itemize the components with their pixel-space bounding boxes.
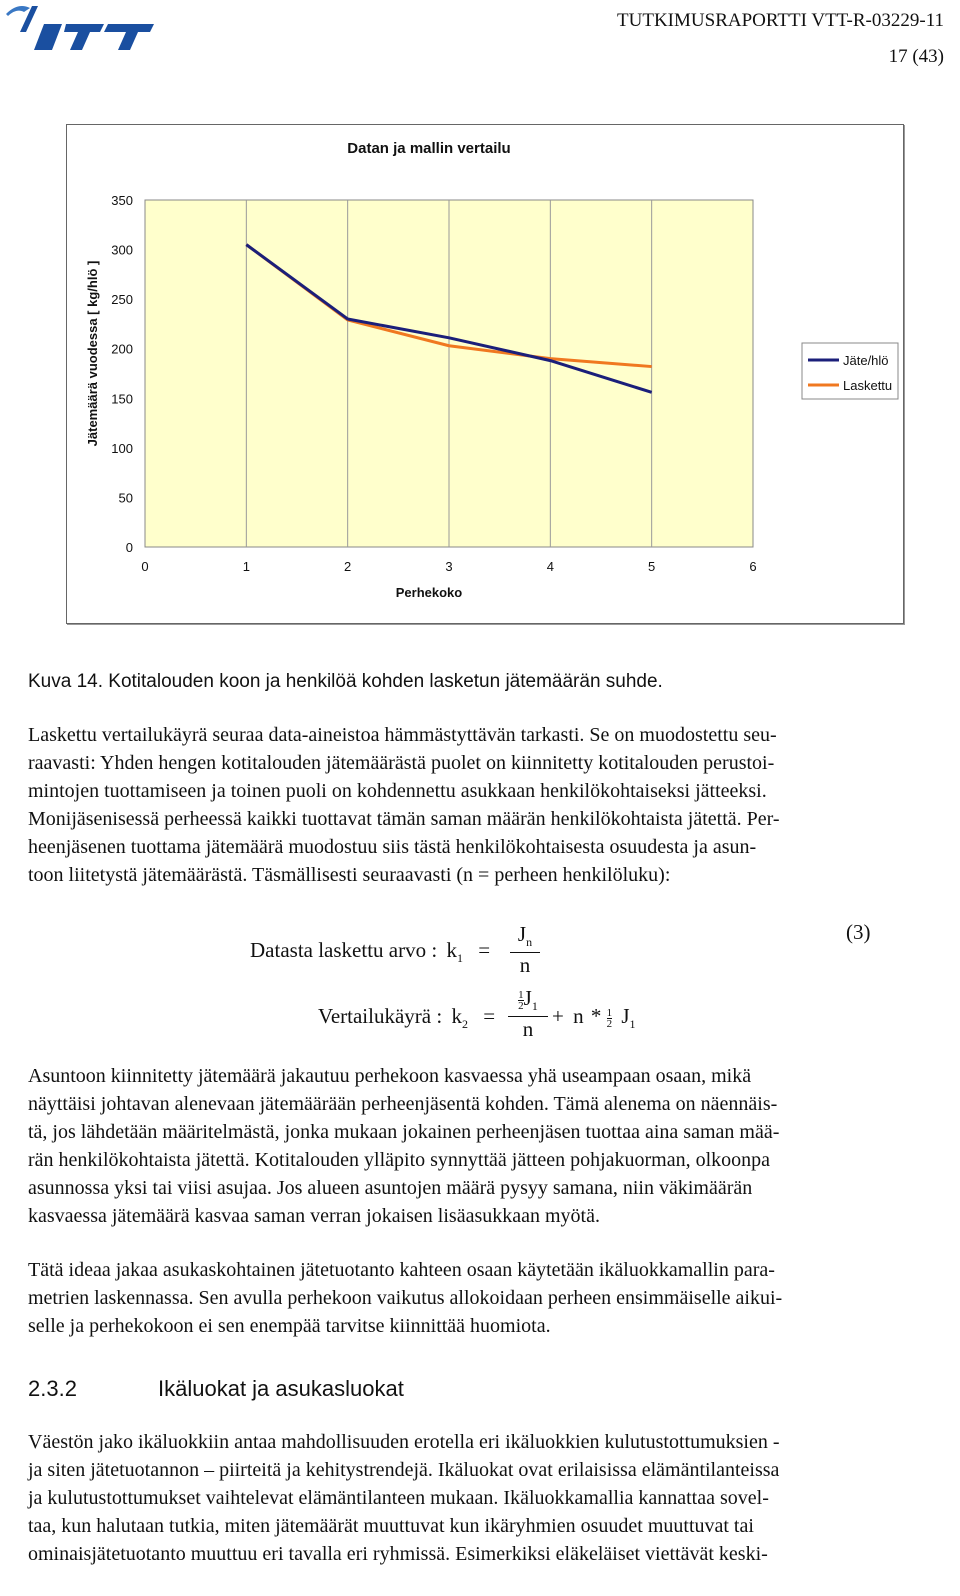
page-number: 17 (43): [888, 46, 944, 67]
text-line: rän henkilökohtaista jätettä. Kotitalouden ylläpito synnyttää jätteen pohjakuorman, olkoonpa: [28, 1149, 771, 1171]
y-tick-label: 50: [118, 490, 133, 506]
equation-number: (3): [846, 920, 871, 944]
k2-subscript: 2: [461, 1017, 468, 1032]
k2-symbol: k: [451, 1004, 462, 1028]
k1-subscript: 1: [456, 951, 463, 966]
half-numerator: 1: [518, 988, 524, 1001]
y-axis-label: Jätemäärä vuodessa [ kg/hlö ]: [85, 260, 100, 447]
equals-sign-2: =: [483, 1004, 496, 1028]
y-tick-label: 0: [125, 540, 133, 555]
x-axis-label: Perhekoko: [395, 585, 463, 600]
text-line: Tätä ideaa jakaa asukaskohtainen jätetuotanto kahteen osaan käytetään ikäluokkamallin para-: [28, 1259, 775, 1281]
text-line: ja kulutustottumukset vaihtelevat elämäntilanteen mukaan. Ikäluokkamallia kannattaa sovel-: [28, 1487, 769, 1509]
text-line: taa, kun halutaan tutkia, miten jätemäärät muuttuvat kun ikäryhmien osuudet muuttuvat tai: [28, 1515, 754, 1537]
n-factor: n: [573, 1004, 584, 1028]
paragraph-idea: [28, 1256, 938, 1340]
line-chart: [67, 125, 903, 623]
k1-symbol: k: [446, 938, 457, 962]
formula-tail: [552, 1004, 636, 1032]
x-tick-label: 3: [445, 559, 453, 574]
legend-label: Jäte/hlö: [843, 353, 889, 368]
text-line: ja siten jätetuotannon – piirteitä ja kehitystrendejä. Ikäluokat ovat erilaisissa elämäntilanteissa: [28, 1459, 780, 1481]
text-line: Väestön jako ikäluokkiin antaa mahdollisuuden erotella eri ikäluokkien kulutustottumuksien -: [28, 1431, 780, 1453]
fraction-jn: [510, 922, 540, 978]
text-line: heenjäsenen tuottama jätemäärä muodostuu siis tästä henkilökohtaisesta osuudesta ja asun-: [28, 836, 757, 858]
vtt-logo: [4, 2, 156, 54]
equals-sign: =: [478, 938, 491, 962]
y-tick-label: 100: [111, 440, 133, 456]
chart-frame: [66, 124, 904, 624]
text-line: selle ja perhekokoon ei sen enempää tarvitse kiinnittää huomiota.: [28, 1315, 551, 1337]
x-tick-label: 6: [749, 559, 757, 574]
paragraph-intro: [28, 721, 938, 889]
plus-sign: +: [552, 1004, 564, 1028]
text-line: metrien laskennassa. Sen avulla perhekoon vaikutus allokoidaan perheen ensimmäiselle aikui-: [28, 1287, 783, 1309]
figure-caption: Kuva 14. Kotitalouden koon ja henkilöä kohden lasketun jätemäärän suhde.: [28, 671, 663, 692]
text-line: näyttäisi johtavan alenevaan jätemäärään perheenjäsentä kohden. Tämä alenema on näennäis-: [28, 1093, 778, 1115]
j1-symbol: J: [523, 986, 532, 1010]
text-line: tä, jos lähdetään määritelmästä, jonka mukaan jokainen perheenjäsen tuottaa aina saman mää-: [28, 1121, 780, 1143]
text-line: kasvaessa jätemäärä kasvaa saman verran jokaisen lisäasukkaan myötä.: [28, 1205, 600, 1227]
x-tick-label: 4: [546, 559, 554, 574]
formula-line-2: [318, 1004, 495, 1032]
x-tick-label: 1: [242, 559, 250, 574]
text-line: Monijäsenisessä perheessä kaikki tuottavat tämän saman määrän henkilökohtaista jätettä. Per-: [28, 808, 780, 830]
paragraph-explanation: [28, 1062, 938, 1230]
paragraph-age-groups: [28, 1428, 938, 1568]
report-id: TUTKIMUSRAPORTTI VTT-R-03229-11: [617, 10, 944, 31]
text-line: Asuntoon kiinnitetty jätemäärä jakautuu perhekoon kasvaessa yhä useampaan osaan, mikä: [28, 1065, 752, 1087]
fraction-half-j1: [508, 986, 548, 1042]
jn-subscript: n: [526, 935, 533, 950]
y-tick-label: 150: [111, 391, 133, 407]
text-line: Laskettu vertailukäyrä seuraa data-aineistoa hämmästyttävän tarkasti. Se on muodostettu seu-: [28, 724, 777, 746]
j1-subscript-2: 1: [629, 1017, 636, 1032]
text-line: toon liitetystä jätemäärästä. Täsmällisesti seuraavasti (n = perheen henkilöluku):: [28, 864, 671, 886]
formula-line-1: [250, 938, 490, 966]
half-denominator-2: 2: [606, 1017, 613, 1030]
times-sign: *: [590, 1004, 602, 1028]
y-tick-label: 250: [111, 292, 133, 308]
text-line: ominaisjätetuotanto muuttuu eri tavalla eri ryhmissä. Esimerkiksi eläkeläiset viettävät keski-: [28, 1543, 768, 1565]
n-denominator: n: [510, 952, 540, 978]
y-tick-label: 300: [111, 242, 133, 258]
legend-label: Laskettu: [843, 378, 893, 393]
x-tick-label: 5: [648, 559, 656, 574]
section-number: 2.3.2: [28, 1376, 77, 1401]
x-tick-label: 2: [344, 559, 352, 574]
text-line: mintojen tuottamiseen ja toinen puoli on kohdennettu asukkaan henkilökohtaiseksi jätteeksi.: [28, 780, 767, 802]
half-numerator-2: 1: [606, 1006, 613, 1019]
n-denominator-2: n: [508, 1016, 548, 1042]
chart-title: Datan ja mallin vertailu: [347, 140, 511, 157]
section-title: Ikäluokat ja asukasluokat: [158, 1376, 404, 1401]
section-heading: [28, 1376, 404, 1402]
j1-symbol-2: J: [621, 1004, 630, 1028]
y-tick-label: 200: [111, 341, 133, 357]
text-line: asunnossa yksi tai viisi asujaa. Jos alueen asuntojen määrä pysyy samana, niin väkimäärän: [28, 1177, 753, 1199]
j-symbol: J: [517, 922, 527, 946]
formula-label-2: Vertailukäyrä :: [318, 1004, 443, 1028]
text-line: raavasti: Yhden hengen kotitalouden jätemäärästä puolet on kiinnitetty kotitalouden perustoi-: [28, 752, 775, 774]
x-tick-label: 0: [141, 559, 149, 574]
j1-subscript: 1: [531, 999, 538, 1014]
half-denominator: 2: [518, 999, 524, 1012]
y-tick-label: 350: [111, 193, 133, 208]
formula-label-1: Datasta laskettu arvo :: [250, 938, 438, 962]
